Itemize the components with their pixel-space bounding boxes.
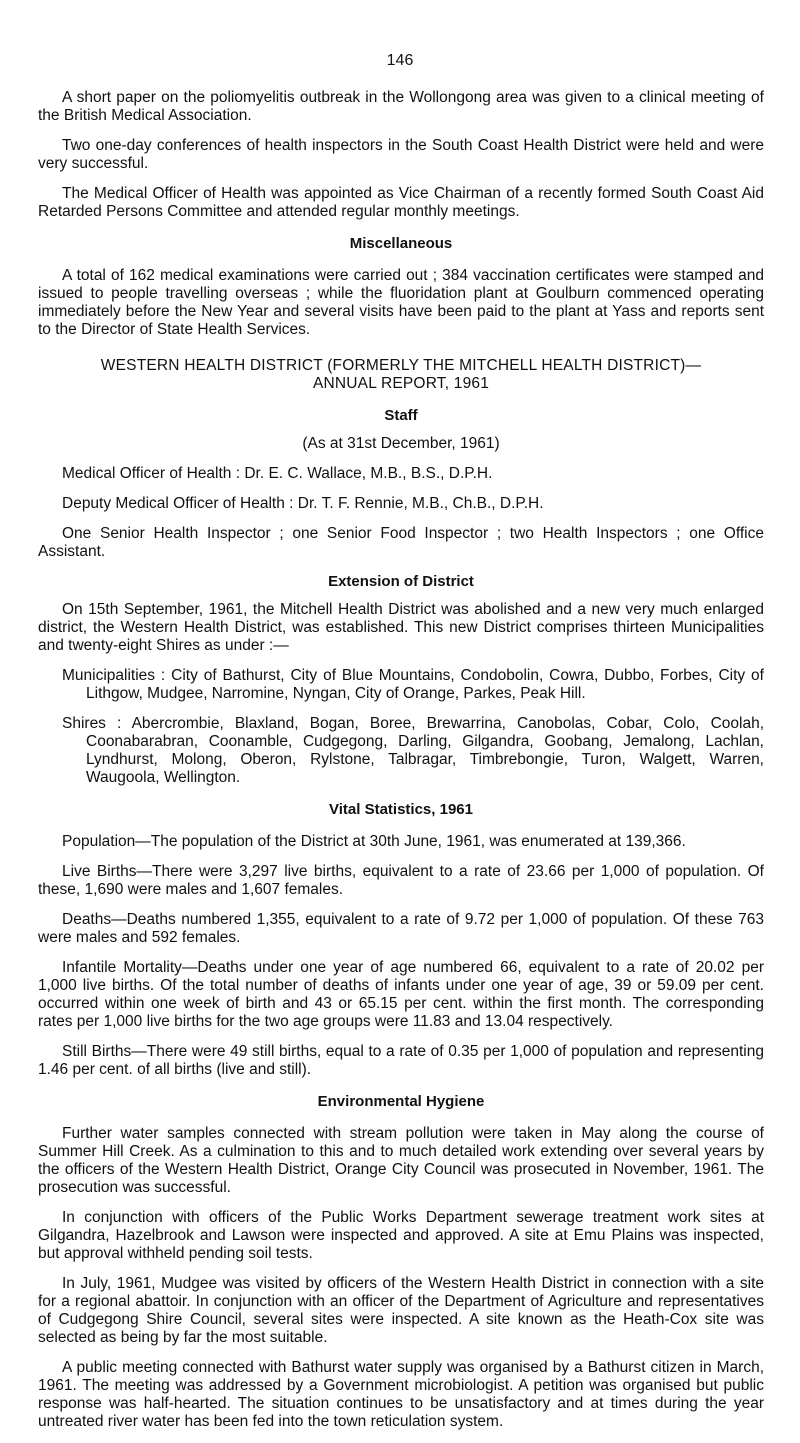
staff-deputy-medical-officer: Deputy Medical Officer of Health : Dr. T. F. Rennie, M.B., Ch.B., D.P.H. [62, 495, 544, 512]
staff-medical-officer: Medical Officer of Health : Dr. E. C. Wallace, M.B., B.S., D.P.H. [62, 465, 493, 482]
paragraph: In conjunction with officers of the Public Works Department sewerage treatment work sites at Gilgandra, Hazelbrook and Lawson were inspected and approved. A site at Emu Plains was inspected, but approval withheld pending soil tests. [38, 1209, 764, 1262]
paragraph: A short paper on the poliomyelitis outbreak in the Wollongong area was given to a clinical meeting of the British Medical Association. [38, 89, 764, 124]
paragraph: Population—The population of the District at 30th June, 1961, was enumerated at 139,366. [62, 833, 686, 850]
section-heading-extension: Extension of District [328, 573, 474, 590]
paragraph: A total of 162 medical examinations were carried out ; 384 vaccination certificates were stamped and issued to people travelling overseas ; while the fluoridation plant at Goulburn commenced operating immediately before the New Year and several visits have been paid to the plant at Yass and reports sent to the Director of State Health Services. [38, 267, 764, 338]
staff-date: (As at 31st December, 1961) [302, 435, 500, 452]
shires-list: Shires : Abercrombie, Blaxland, Bogan, Boree, Brewarrina, Canobolas, Cobar, Colo, Coolah, Coonabarabran, Coonamble, Cudgegong, Darling, Gilgandra, Goobang, Jemalong, Lachlan, Lyndhurst, Molong, Oberon, Rylstone, Talbragar, Timbrebongie, Turon, Walgett, Warren, Waugoola, Wellington. [62, 715, 764, 786]
paragraph: Deaths—Deaths numbered 1,355, equivalent to a rate of 9.72 per 1,000 of population. Of these 763 were males and 592 females. [38, 911, 764, 946]
paragraph: A public meeting connected with Bathurst water supply was organised by a Bathurst citizen in March, 1961. The meeting was addressed by a Government microbiologist. A petition was organised but public response was half-hearted. The situation continues to be unsatisfactory and at times during the year untreated river water has been fed into the town reticulation system. [38, 1359, 764, 1430]
municipalities-list: Municipalities : City of Bathurst, City of Blue Mountains, Condobolin, Cowra, Dubbo, Forbes, City of Lithgow, Mudgee, Narromine, Nyngan, City of Orange, Parkes, Peak Hill. [62, 667, 764, 702]
page-number: 146 [386, 52, 414, 69]
paragraph: In July, 1961, Mudgee was visited by officers of the Western Health District in connection with a site for a regional abattoir. In conjunction with an officer of the Department of Agriculture and representatives of Cudgegong Shire Council, several sites were inspected. A site known as the Heath-Cox site was selected as being by far the most suitable. [38, 1275, 764, 1346]
paragraph: The Medical Officer of Health was appointed as Vice Chairman of a recently formed South Coast Aid Retarded Persons Committee and attended regular monthly meetings. [38, 185, 764, 220]
district-heading-line1: WESTERN HEALTH DISTRICT (FORMERLY THE MITCHELL HEALTH DISTRICT)— [100, 357, 702, 374]
staff-others: One Senior Health Inspector ; one Senior Food Inspector ; two Health Inspectors ; one Office Assistant. [38, 525, 764, 560]
district-heading [38, 357, 764, 393]
section-heading-environmental-hygiene: Environmental Hygiene [317, 1093, 485, 1110]
section-heading-miscellaneous: Miscellaneous [349, 235, 453, 252]
section-heading-vital-statistics: Vital Statistics, 1961 [329, 801, 473, 818]
paragraph: Further water samples connected with stream pollution were taken in May along the course of Summer Hill Creek. As a culmination to this and to much detailed work extending over several years by the officers of the Western Health District, Orange City Council was prosecuted in November, 1961. The prosecution was successful. [38, 1125, 764, 1196]
paragraph: Two one-day conferences of health inspectors in the South Coast Health District were held and were very successful. [38, 137, 764, 172]
paragraph: Live Births—There were 3,297 live births, equivalent to a rate of 23.66 per 1,000 of population. Of these, 1,690 were males and 1,607 females. [38, 863, 764, 898]
paragraph: Still Births—There were 49 still births, equal to a rate of 0.35 per 1,000 of population and representing 1.46 per cent. of all births (live and still). [38, 1043, 764, 1078]
paragraph: On 15th September, 1961, the Mitchell Health District was abolished and a new very much enlarged district, the Western Health District, was established. This new District comprises thirteen Municipalities and twenty-eight Shires as under :— [38, 601, 764, 654]
document-body [38, 89, 764, 1443]
district-heading-line2: ANNUAL REPORT, 1961 [312, 375, 490, 392]
paragraph: Infantile Mortality—Deaths under one year of age numbered 66, equivalent to a rate of 20.02 per 1,000 live births. Of the total number of deaths of infants under one year of age, 39 or 59.09 per cent. occurred within one week of birth and 43 or 65.15 per cent. within the first month. The corresponding rates per 1,000 live births for the two age groups were 11.83 and 13.04 respectively. [38, 959, 764, 1030]
section-heading-staff: Staff [384, 407, 418, 424]
